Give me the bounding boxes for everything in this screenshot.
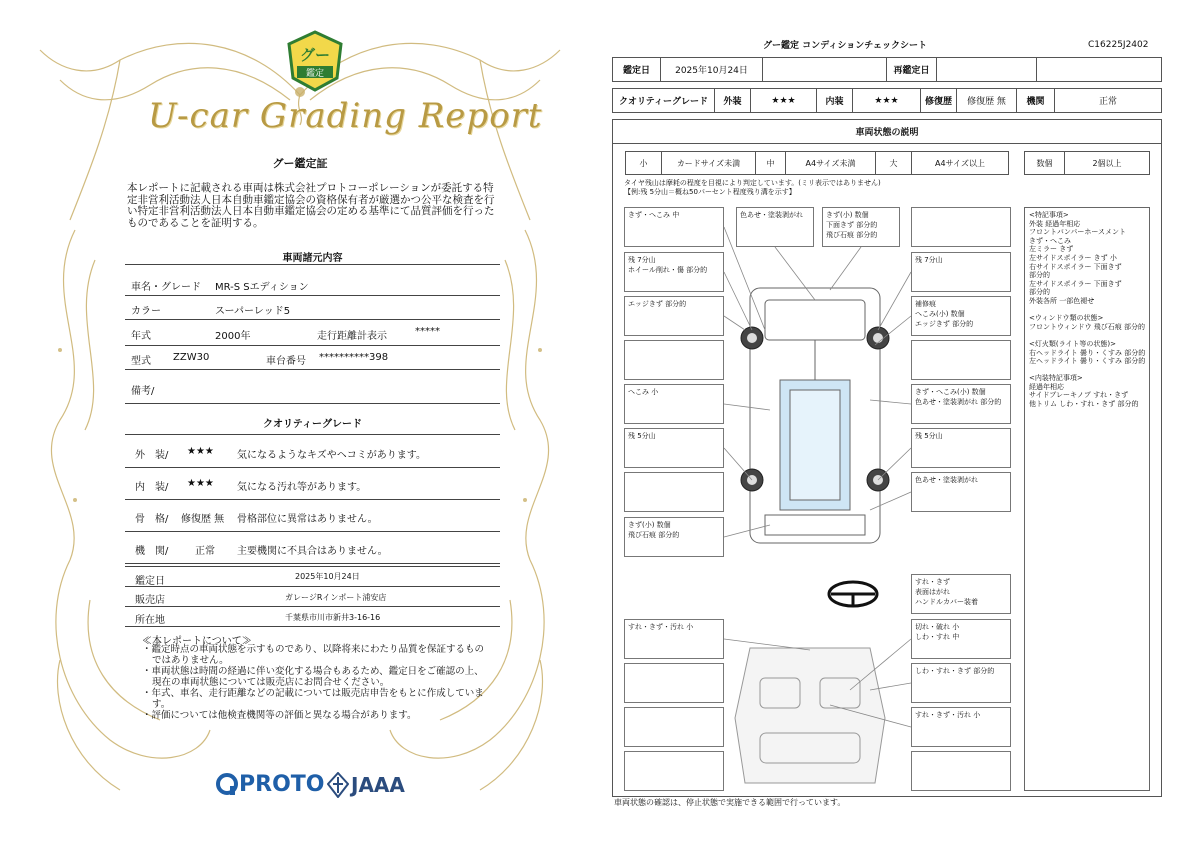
special-note: 左ヘッドライト 曇り・くすみ 部分的 xyxy=(1029,357,1146,366)
interior-stars: ★★★ xyxy=(853,89,921,112)
footer-note: 車両状態の確認は、停止状態で実施できる範囲で行っています。 xyxy=(614,798,846,807)
condition-box: きず・へこみ(小) 数個 色あせ・塗装剥がれ 部分的 xyxy=(911,384,1011,424)
condition-box: すれ・きず・汚れ 小 xyxy=(624,619,724,659)
color-value: スーパーレッド5 xyxy=(215,306,291,317)
special-note: <ウィンドウ類の状態> xyxy=(1029,314,1104,323)
exterior-stars: ★★★ xyxy=(751,89,817,112)
mileage-label: 走行距離計表示 xyxy=(317,331,387,342)
grade-label: クオリティーグレード xyxy=(613,89,715,112)
size-large-desc: A4サイズ以上 xyxy=(935,158,985,168)
note-item: ・車両状態は時間の経過に伴い変化する場合もあるため、鑑定日をご確認の上、現在の車両状態については販売店にお問合せください。 xyxy=(142,666,484,688)
info-row-shop xyxy=(125,587,500,607)
condition-box: へこみ 小 xyxy=(624,384,724,424)
special-note: フロントウィンドウ 飛び石痕 部分的 xyxy=(1029,322,1146,331)
special-note: 外装 経過年相応 xyxy=(1029,219,1081,228)
condition-box: きず(小) 数個 飛び石痕 部分的 xyxy=(624,517,724,557)
size-mid-desc: A4サイズ未満 xyxy=(786,152,876,174)
condition-box: すれ・きず・汚れ 小 xyxy=(911,707,1011,747)
frame-text: 骨格部位に異常はありません。 xyxy=(237,514,378,525)
model-label: 型式 xyxy=(131,356,151,367)
special-note: 左ミラー きず xyxy=(1029,245,1074,254)
engine-value: 正常 xyxy=(1098,97,1117,107)
size-small-desc: カードサイズ未満 xyxy=(662,152,756,174)
exterior-label: 外 装/ xyxy=(135,450,169,461)
size-mid: 中 xyxy=(756,152,786,174)
spec-row-remarks xyxy=(125,370,500,404)
divider xyxy=(125,264,500,265)
count-desc: 2個以上 xyxy=(1092,158,1122,168)
frame-value: 修復歴 無 xyxy=(181,514,225,525)
engine-value: 正常 xyxy=(195,546,215,557)
special-note: 部分的 xyxy=(1029,271,1050,280)
proto-logo-icon xyxy=(215,772,239,796)
redate-label: 再鑑定日 xyxy=(887,58,937,81)
note-item: ・鑑定時点の車両状態を示すものであり、以降将来にわたり品質を保証するものではありません。 xyxy=(142,644,485,666)
special-note: 部分的 xyxy=(1029,288,1050,297)
note-item: ・年式、車名、走行距離などの記載については販売店申告をもとに作成しています。 xyxy=(142,688,484,710)
condition-box: 残 7分山 ホイール削れ・傷 部分的 xyxy=(624,252,724,292)
badge-bottom-text: 鑑定 xyxy=(305,69,325,79)
tire-note-line: 【例:残 5分山＝概ね50パーセント程度残り溝を示す】 xyxy=(624,187,796,196)
special-note: <内装特記事項> xyxy=(1029,374,1083,383)
certificate-heading: グー鑑定証 xyxy=(272,157,328,170)
info-row-address xyxy=(125,607,500,627)
badge-top-text: グー xyxy=(299,46,331,64)
grade-heading: クオリティーグレード xyxy=(263,419,362,430)
date-value: 2025年10月24日 xyxy=(295,572,360,581)
condition-box: 色あせ・塗装剥がれ xyxy=(911,472,1011,512)
condition-check-sheet xyxy=(600,0,1200,848)
goo-kantei-badge xyxy=(285,30,345,92)
jaaa-logo-text: JAAA xyxy=(351,773,405,797)
grade-row-frame xyxy=(125,500,500,532)
condition-box: すれ・きず 表面はがれ ハンドルカバー装着 xyxy=(911,574,1011,614)
year-value: 2000年 xyxy=(215,331,251,342)
model-value: ZZW30 xyxy=(173,352,210,363)
special-note: 他トリム しわ・すれ・きず 部分的 xyxy=(1029,400,1139,409)
notes-list xyxy=(140,644,492,721)
special-note: 右サイドスポイラー 下面きず xyxy=(1029,262,1122,271)
exterior-stars: ★★★ xyxy=(187,446,214,457)
sheet-code: C16225J2402 xyxy=(1088,40,1149,50)
condition-box: 補修痕 へこみ(小) 数個 エッジきず 部分的 xyxy=(911,296,1011,336)
chassis-label: 車台番号 xyxy=(266,356,306,367)
notes-heading: ≪本レポートについて≫ xyxy=(142,636,252,647)
condition-box: しわ・すれ・きず 部分的 xyxy=(911,663,1011,703)
spec-row-model xyxy=(125,346,500,370)
name-value: MR-S Sエディション xyxy=(215,282,309,293)
chassis-value: **********398 xyxy=(319,352,389,363)
engine-label: 機 関/ xyxy=(135,546,169,557)
interior-label: 内装 xyxy=(817,89,853,112)
color-label: カラー xyxy=(131,306,161,317)
condition-box: 残 7分山 xyxy=(911,252,1011,292)
description-heading: 車両状態の説明 xyxy=(612,119,1162,144)
shop-label: 販売店 xyxy=(135,595,165,606)
report-title: U-car Grading Report xyxy=(148,96,543,136)
repair-label: 修復歴 xyxy=(921,89,957,112)
sheet-title: グー鑑定 コンディションチェックシート xyxy=(763,41,927,51)
special-note: 外装各所 一部色褪せ xyxy=(1029,296,1095,305)
size-small: 小 xyxy=(626,152,662,174)
special-note xyxy=(1029,306,1145,315)
special-note: きず・へこみ xyxy=(1029,236,1071,245)
engine-text: 主要機関に不具合はありません。 xyxy=(237,546,388,557)
remarks-label: 備考/ xyxy=(131,386,155,397)
frame-label: 骨 格/ xyxy=(135,514,169,525)
proto-logo-text: PROTO xyxy=(239,772,325,797)
specs-heading: 車両諸元内容 xyxy=(282,253,343,264)
shop-value: ガレージRインポート浦安店 xyxy=(285,593,387,602)
special-note: 経過年相応 xyxy=(1029,382,1064,391)
condition-box: エッジきず 部分的 xyxy=(624,296,724,336)
interior-text: 気になる汚れ等があります。 xyxy=(237,482,367,493)
divider xyxy=(125,434,500,435)
grade-row-engine xyxy=(125,532,500,564)
condition-box: 切れ・破れ 小 しわ・すれ 中 xyxy=(911,619,1011,659)
condition-box: 色あせ・塗装剥がれ xyxy=(736,207,814,247)
address-label: 所在地 xyxy=(135,615,165,626)
special-note: 左サイドスポイラー 下面きず xyxy=(1029,279,1122,288)
info-row-date xyxy=(125,566,500,587)
special-note: <灯火類(ライト等の状態)> xyxy=(1029,339,1116,348)
repair-value: 修復歴 無 xyxy=(957,89,1017,112)
condition-box: 残 5分山 xyxy=(911,428,1011,468)
tire-note-line: タイヤ残山は摩耗の程度を目視により判定しています。(ミリ表示ではありません) xyxy=(624,179,881,187)
spec-row-color xyxy=(125,296,500,320)
grade-row-exterior xyxy=(125,436,500,468)
year-label: 年式 xyxy=(131,331,151,342)
special-note xyxy=(1029,331,1145,340)
special-note xyxy=(1029,366,1145,375)
interior-label: 内 装/ xyxy=(135,482,169,493)
special-note: 左サイドスポイラー きず 小 xyxy=(1029,253,1117,262)
special-note: サイドブレーキノブ すれ・きず xyxy=(1029,391,1129,400)
jaaa-logo-icon xyxy=(327,772,349,798)
grade-row-interior xyxy=(125,468,500,500)
spec-row-year xyxy=(125,320,500,346)
exterior-text: 気になるようなキズやヘコミがあります。 xyxy=(237,450,426,461)
interior-stars: ★★★ xyxy=(187,478,214,489)
special-note: <特記事項> xyxy=(1029,211,1069,219)
note-item: ・評価については他検査機関等の評価と異なる場合があります。 xyxy=(142,710,417,721)
count-label: 数個 xyxy=(1025,152,1065,174)
date-label: 鑑定日 xyxy=(135,576,165,587)
date-label: 鑑定日 xyxy=(613,58,661,81)
engine-label: 機関 xyxy=(1017,89,1055,112)
size-large: 大 xyxy=(876,152,912,174)
condition-box: きず(小) 数個 下面きず 部分的 飛び石痕 部分的 xyxy=(822,207,900,247)
special-notes-panel xyxy=(1024,207,1150,791)
name-label: 車名・グレード xyxy=(131,282,201,293)
exterior-label: 外装 xyxy=(715,89,751,112)
condition-box: きず・へこみ 中 xyxy=(624,207,724,247)
certificate-statement: 本レポートに記載される車両は株式会社プロトコーポレーションが委託する特定非営利活動法人日本自動車鑑定協会の資格保有者が厳選かつ公平な検査を行い特定非営利活動法人日本自動車鑑定協会の定める基準にて品質評価を行ったものであることを証明する。 xyxy=(127,182,495,229)
special-note: 右ヘッドライト 曇り・くすみ 部分的 xyxy=(1029,348,1146,357)
mileage-value: ***** xyxy=(415,326,440,337)
date-value: 2025年10月24日 xyxy=(661,58,763,81)
special-note: フロントバンパーホースメント xyxy=(1029,228,1127,237)
condition-box: 残 5分山 xyxy=(624,428,724,468)
address-value: 千葉県市川市新井3-16-16 xyxy=(285,613,381,622)
spec-row-name xyxy=(125,272,500,296)
